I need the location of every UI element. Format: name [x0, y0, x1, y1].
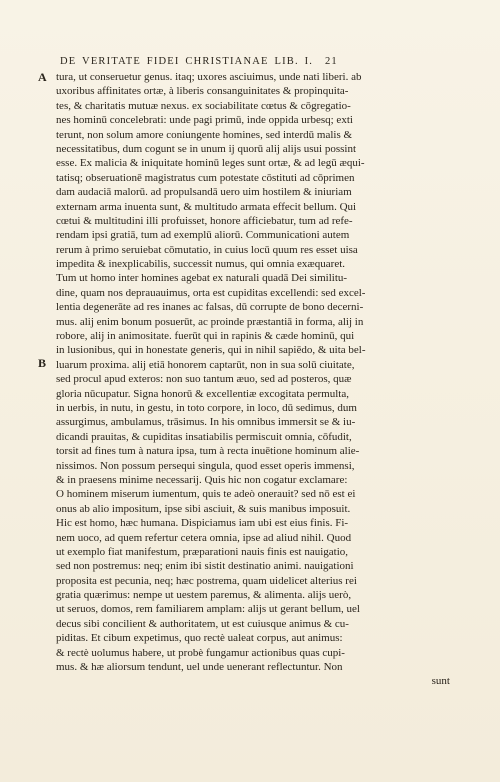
running-title: DE VERITATE FIDEI CHRISTIANAE LIB. I.	[60, 56, 314, 67]
text-line: dine, quam nos deprauauimus, orta est cupiditas excellendi: sed excel-	[56, 286, 366, 299]
running-header	[60, 56, 480, 67]
text-line: in lusionibus, qui in honestate generis, qui in nihil sapiēdo, & uita bel-	[56, 344, 366, 357]
text-line: lentia degenerāte ad res inanes ac falsas, dū corrupte de bono decerni-	[56, 301, 364, 314]
text-line: robore, alij in animositate. fuerūt qui in rapinis & cæde hominū, qui	[56, 330, 355, 343]
text-line: ut exemplo fiat manifestum, præparationi nauis finis est nauigatio,	[56, 545, 349, 558]
text-line: decus sibi concilient & authoritatem, ut est cuiusque animus & cu-	[56, 617, 349, 630]
text-line: nissimos. Non possum persequi singula, quod esset operis immensi,	[56, 459, 355, 472]
text-line: gloria nūcupatur. Signa honorū & excellentiæ excogitata permulta,	[56, 387, 349, 400]
marginal-letter-b: B	[38, 356, 47, 370]
text-line: sunt	[431, 675, 450, 688]
text-line: & rectè uolumus habere, ut probè fungamur actionibus quas cupi-	[56, 646, 345, 659]
text-line: tatisq; obseruationē magistratus cum potestate cōstituti ad cōprimen	[56, 171, 355, 184]
text-line: tes, & charitatis mutuæ nexus. ex sociabilitate cœtus & cōgregatio-	[56, 99, 351, 112]
text-line: cœtui & multitudini illi profuisset, honore afficiebatur, tum ad refe-	[56, 214, 353, 227]
text-line: dam audaciā malorū. ad propulsandā uero uim hostilem & iniuriam	[56, 186, 352, 199]
text-line: sed non postremus: neq; enim ibi sistit destinatio animi. nauigationi	[56, 560, 354, 573]
text-line: sed procul apud exteros: non suo tantum æuo, sed ad posteros, quæ	[56, 373, 352, 386]
text-line: Tum ut homo inter homines agebat ex naturali quadā Dei similitu-	[56, 272, 348, 285]
text-line: piditas. Et cibum expetimus, quo rectè ualeat corpus, aut animus:	[56, 632, 343, 645]
marginal-letter-a: A	[38, 70, 47, 84]
text-line: gratia quærimus: nempe ut uestem paremus, & alimenta. alijs uerò,	[56, 589, 352, 602]
text-line: impedita & inexplicabilis, successit numus, qui omnia exæquaret.	[56, 258, 346, 271]
text-line: uxoribus affinitates ortæ, à liberis consanguinitates & propinquita-	[56, 85, 349, 98]
text-line: nem uoco, ad quem refertur cetera omnia, ipse ad aliud nihil. Quod	[56, 531, 352, 544]
text-line: tura, ut conseruetur genus. itaq; uxores asciuimus, unde nati liberi. ab	[56, 71, 362, 83]
text-line: onus ab alio impositum, ipse sibi asciuit, & suis manibus imposuit.	[56, 502, 351, 515]
text-line: luarum proxima. alij etiā honorem captarūt, non in sua solū ciuitate,	[56, 358, 355, 371]
text-line: dicandi prauitas, & cupiditas insatiabilis permiscuit omnia, cōfudit,	[56, 430, 352, 443]
text-line: torsit ad fines tum à natura ipsa, tum à recta inuētione hominum alie-	[56, 445, 360, 458]
text-line: externam arma inuenta sunt, & multitudo armata effecit bellum. Qui	[56, 200, 357, 213]
text-line: terunt, non solum amore coniungente homines, sed interdū malis &	[56, 128, 353, 141]
text-line: O hominem miserum iumentum, quis te adeò onerauit? sed nō est ei	[56, 488, 356, 501]
text-line: rendam ipsi gratiā, tum ad exemplū aliorū. Communicationi autem	[56, 229, 350, 242]
text-line: mus. & hæ aliorsum tendunt, uel unde uenerant reflectuntur. Non	[56, 661, 343, 674]
text-line: rerum à primo seruiebat cōmutatio, in cuius locū quum res esset uisa	[56, 243, 358, 256]
body-text	[56, 70, 464, 689]
text-line: esse. Ex malicia & iniquitate hominū leges sunt ortæ, & ad legū æqui-	[56, 157, 365, 170]
text-line: ut seruos, domos, rem familiarem amplam: alijs ut gerant bellum, uel	[56, 603, 360, 616]
page-number: 21	[324, 56, 338, 67]
text-line: in uerbis, in nutu, in gestu, in toto corpore, in loco, dū sedimus, dum	[56, 401, 357, 414]
text-line: mus. alij enim bonum posuerūt, ac proinde præstantiā in forma, alij in	[56, 315, 364, 328]
text-line: & in praesens minime necessarij. Quis hic non cogatur exclamare:	[56, 473, 348, 486]
text-line: proposita est pecunia, neq; hæc postrema, quam uidelicet alterius rei	[56, 574, 357, 587]
text-line: nes hominū concelebrati: unde pagi primū, inde oppida urbesq; exti	[56, 114, 353, 127]
text-line: necessitatibus, dum cogunt se in unum ij quorū alij alijs usui possint	[56, 142, 357, 155]
text-line: assurgimus, ambulamus, trāsimus. In his omnibus immersit se & iu-	[56, 416, 356, 429]
text-line: Hic est homo, hæc humana. Dispiciamus iam ubi est eius finis. Fi-	[56, 517, 349, 530]
